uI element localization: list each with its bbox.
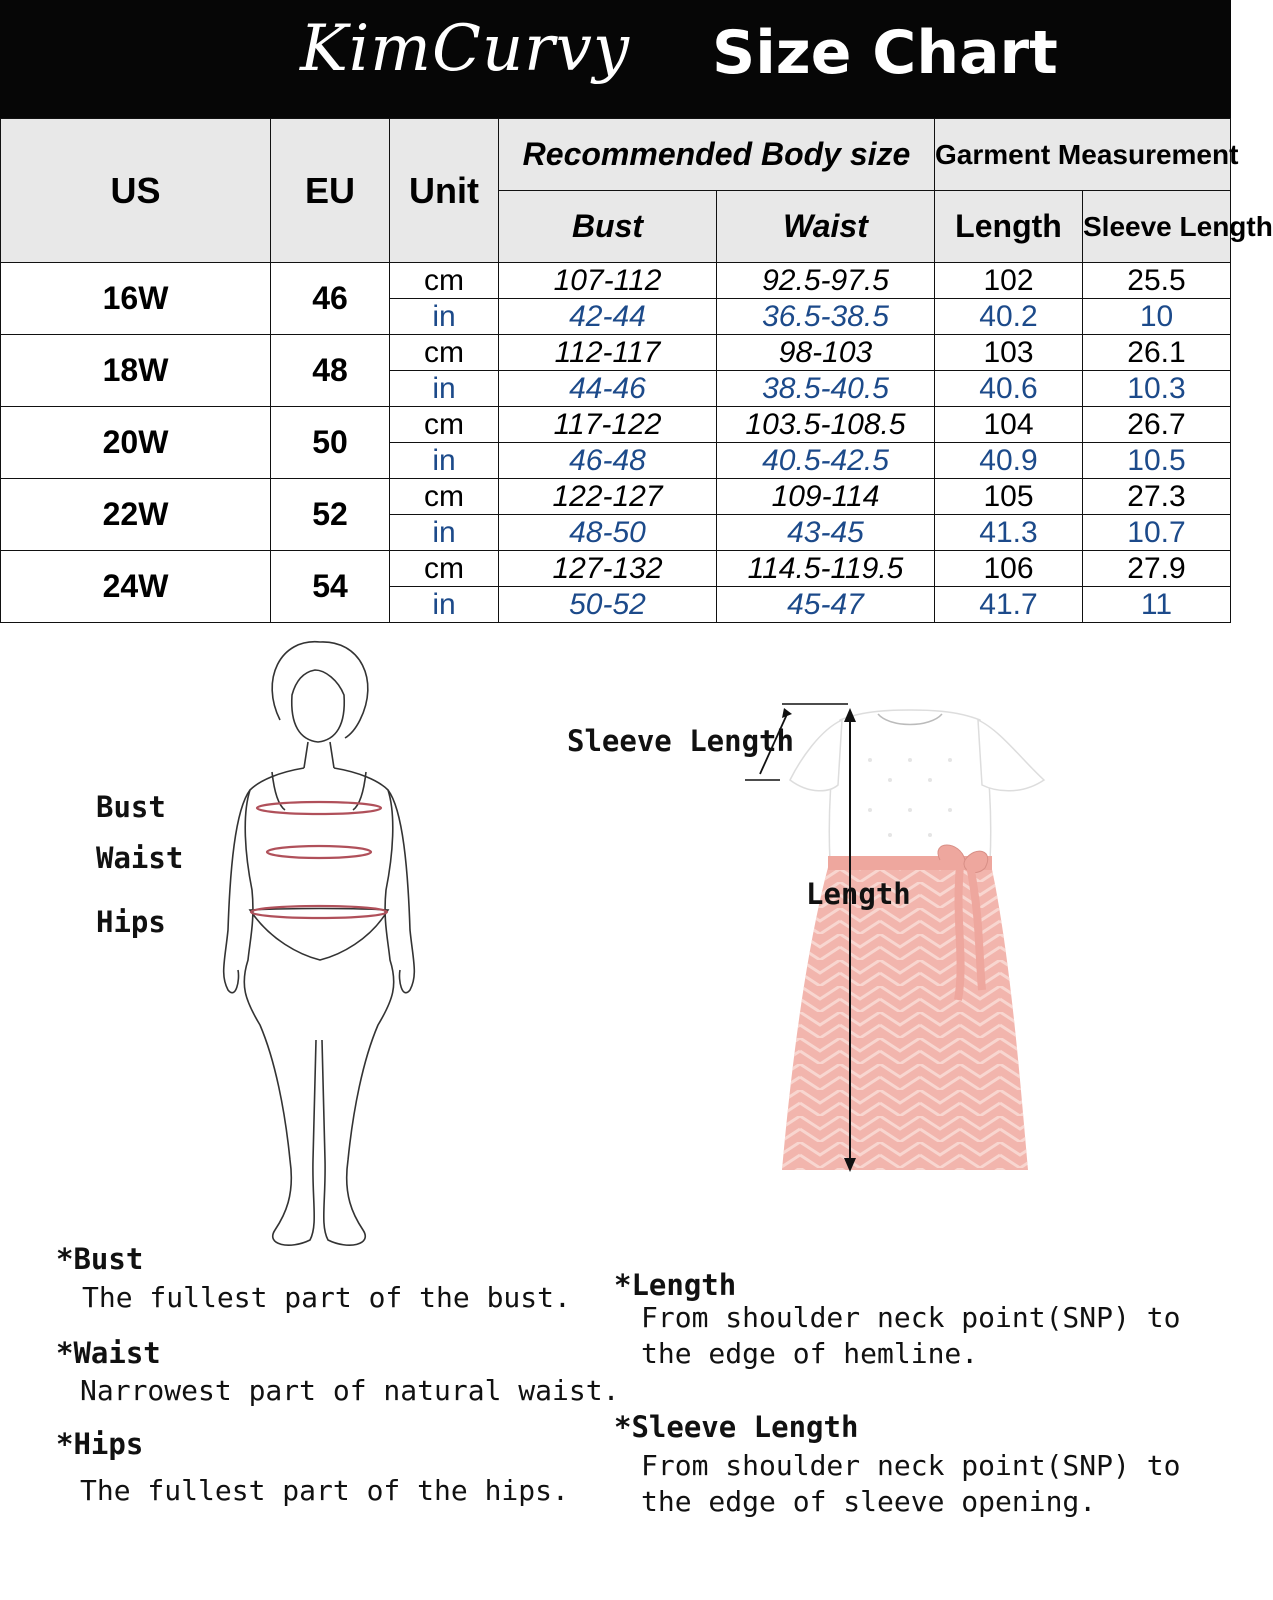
sleeve-cell: 26.7	[1083, 407, 1231, 443]
us-size: 20W	[1, 407, 271, 479]
length-cell: 41.3	[935, 515, 1083, 551]
table-row	[1, 263, 1231, 299]
header-us: US	[1, 119, 271, 263]
sleeve-cell: 26.1	[1083, 335, 1231, 371]
note-sleeve-title: *Sleeve Length	[614, 1410, 859, 1444]
length-cell: 102	[935, 263, 1083, 299]
waist-cell: 114.5-119.5	[717, 551, 935, 587]
waist-cell: 103.5-108.5	[717, 407, 935, 443]
waist-cell: 40.5-42.5	[717, 443, 935, 479]
bust-cell: 112-117	[499, 335, 717, 371]
bust-cell: 122-127	[499, 479, 717, 515]
waist-cell: 36.5-38.5	[717, 299, 935, 335]
waist-cell: 45-47	[717, 587, 935, 623]
unit-cell: in	[390, 443, 499, 479]
length-cell: 40.6	[935, 371, 1083, 407]
unit-cell: cm	[390, 335, 499, 371]
length-cell: 40.2	[935, 299, 1083, 335]
sleeve-cell: 10.3	[1083, 371, 1231, 407]
eu-size: 48	[271, 335, 390, 407]
unit-cell: in	[390, 587, 499, 623]
sleeve-cell: 11	[1083, 587, 1231, 623]
bust-cell: 50-52	[499, 587, 717, 623]
sleeve-length-label: Sleeve Length	[567, 724, 794, 758]
note-hips-text: The fullest part of the hips.	[80, 1474, 569, 1507]
length-cell: 103	[935, 335, 1083, 371]
header-bust: Bust	[499, 191, 717, 263]
table-row	[1, 335, 1231, 371]
header-unit: Unit	[390, 119, 499, 263]
bust-cell: 42-44	[499, 299, 717, 335]
unit-cell: in	[390, 371, 499, 407]
unit-cell: cm	[390, 551, 499, 587]
note-waist-text: Narrowest part of natural waist.	[80, 1374, 620, 1407]
us-size: 18W	[1, 335, 271, 407]
bust-cell: 117-122	[499, 407, 717, 443]
eu-size: 50	[271, 407, 390, 479]
sleeve-cell: 10.5	[1083, 443, 1231, 479]
note-length-line2: the edge of hemline.	[641, 1337, 979, 1370]
waist-cell: 92.5-97.5	[717, 263, 935, 299]
note-length-title: *Length	[614, 1268, 737, 1302]
unit-cell: in	[390, 299, 499, 335]
unit-cell: cm	[390, 479, 499, 515]
eu-size: 46	[271, 263, 390, 335]
unit-cell: in	[390, 515, 499, 551]
bust-cell: 46-48	[499, 443, 717, 479]
unit-cell: cm	[390, 407, 499, 443]
sleeve-cell: 10.7	[1083, 515, 1231, 551]
length-label: Length	[806, 877, 911, 911]
brand-logo: KimCurvy	[300, 12, 631, 86]
waist-cell: 109-114	[717, 479, 935, 515]
body-outline-figure	[200, 640, 440, 1270]
header-length: Length	[935, 191, 1083, 263]
note-bust-text: The fullest part of the bust.	[82, 1281, 571, 1314]
header-waist: Waist	[717, 191, 935, 263]
note-sleeve-line1: From shoulder neck point(SNP) to	[641, 1449, 1181, 1482]
sleeve-cell: 25.5	[1083, 263, 1231, 299]
bust-cell: 107-112	[499, 263, 717, 299]
waist-label: Waist	[96, 841, 184, 875]
header-banner	[0, 0, 1231, 118]
sleeve-cell: 27.9	[1083, 551, 1231, 587]
header-eu: EU	[271, 119, 390, 263]
hips-label: Hips	[96, 905, 166, 939]
header-recommended: Recommended Body size	[499, 119, 935, 191]
header-sleeve: Sleeve Length	[1083, 191, 1231, 263]
length-cell: 104	[935, 407, 1083, 443]
bust-label: Bust	[96, 790, 166, 824]
bust-cell: 48-50	[499, 515, 717, 551]
length-cell: 106	[935, 551, 1083, 587]
table-row	[1, 407, 1231, 443]
length-cell: 105	[935, 479, 1083, 515]
size-table	[0, 118, 1273, 623]
sleeve-cell: 10	[1083, 299, 1231, 335]
table-row	[1, 479, 1231, 515]
note-length-line1: From shoulder neck point(SNP) to	[641, 1301, 1181, 1334]
note-sleeve-line2: the edge of sleeve opening.	[641, 1485, 1097, 1518]
us-size: 16W	[1, 263, 271, 335]
us-size: 24W	[1, 551, 271, 623]
table-row	[1, 551, 1231, 587]
length-cell: 41.7	[935, 587, 1083, 623]
waist-cell: 98-103	[717, 335, 935, 371]
unit-cell: cm	[390, 263, 499, 299]
note-waist-title: *Waist	[56, 1336, 161, 1370]
bust-cell: 44-46	[499, 371, 717, 407]
sleeve-cell: 27.3	[1083, 479, 1231, 515]
waist-cell: 38.5-40.5	[717, 371, 935, 407]
bust-cell: 127-132	[499, 551, 717, 587]
waist-cell: 43-45	[717, 515, 935, 551]
eu-size: 54	[271, 551, 390, 623]
dress-figure	[760, 700, 1070, 1200]
note-hips-title: *Hips	[56, 1427, 144, 1461]
note-bust-title: *Bust	[56, 1242, 144, 1276]
chart-title: Size Chart	[712, 18, 1058, 88]
us-size: 22W	[1, 479, 271, 551]
header-garment: Garment Measurement	[935, 119, 1231, 191]
length-cell: 40.9	[935, 443, 1083, 479]
eu-size: 52	[271, 479, 390, 551]
